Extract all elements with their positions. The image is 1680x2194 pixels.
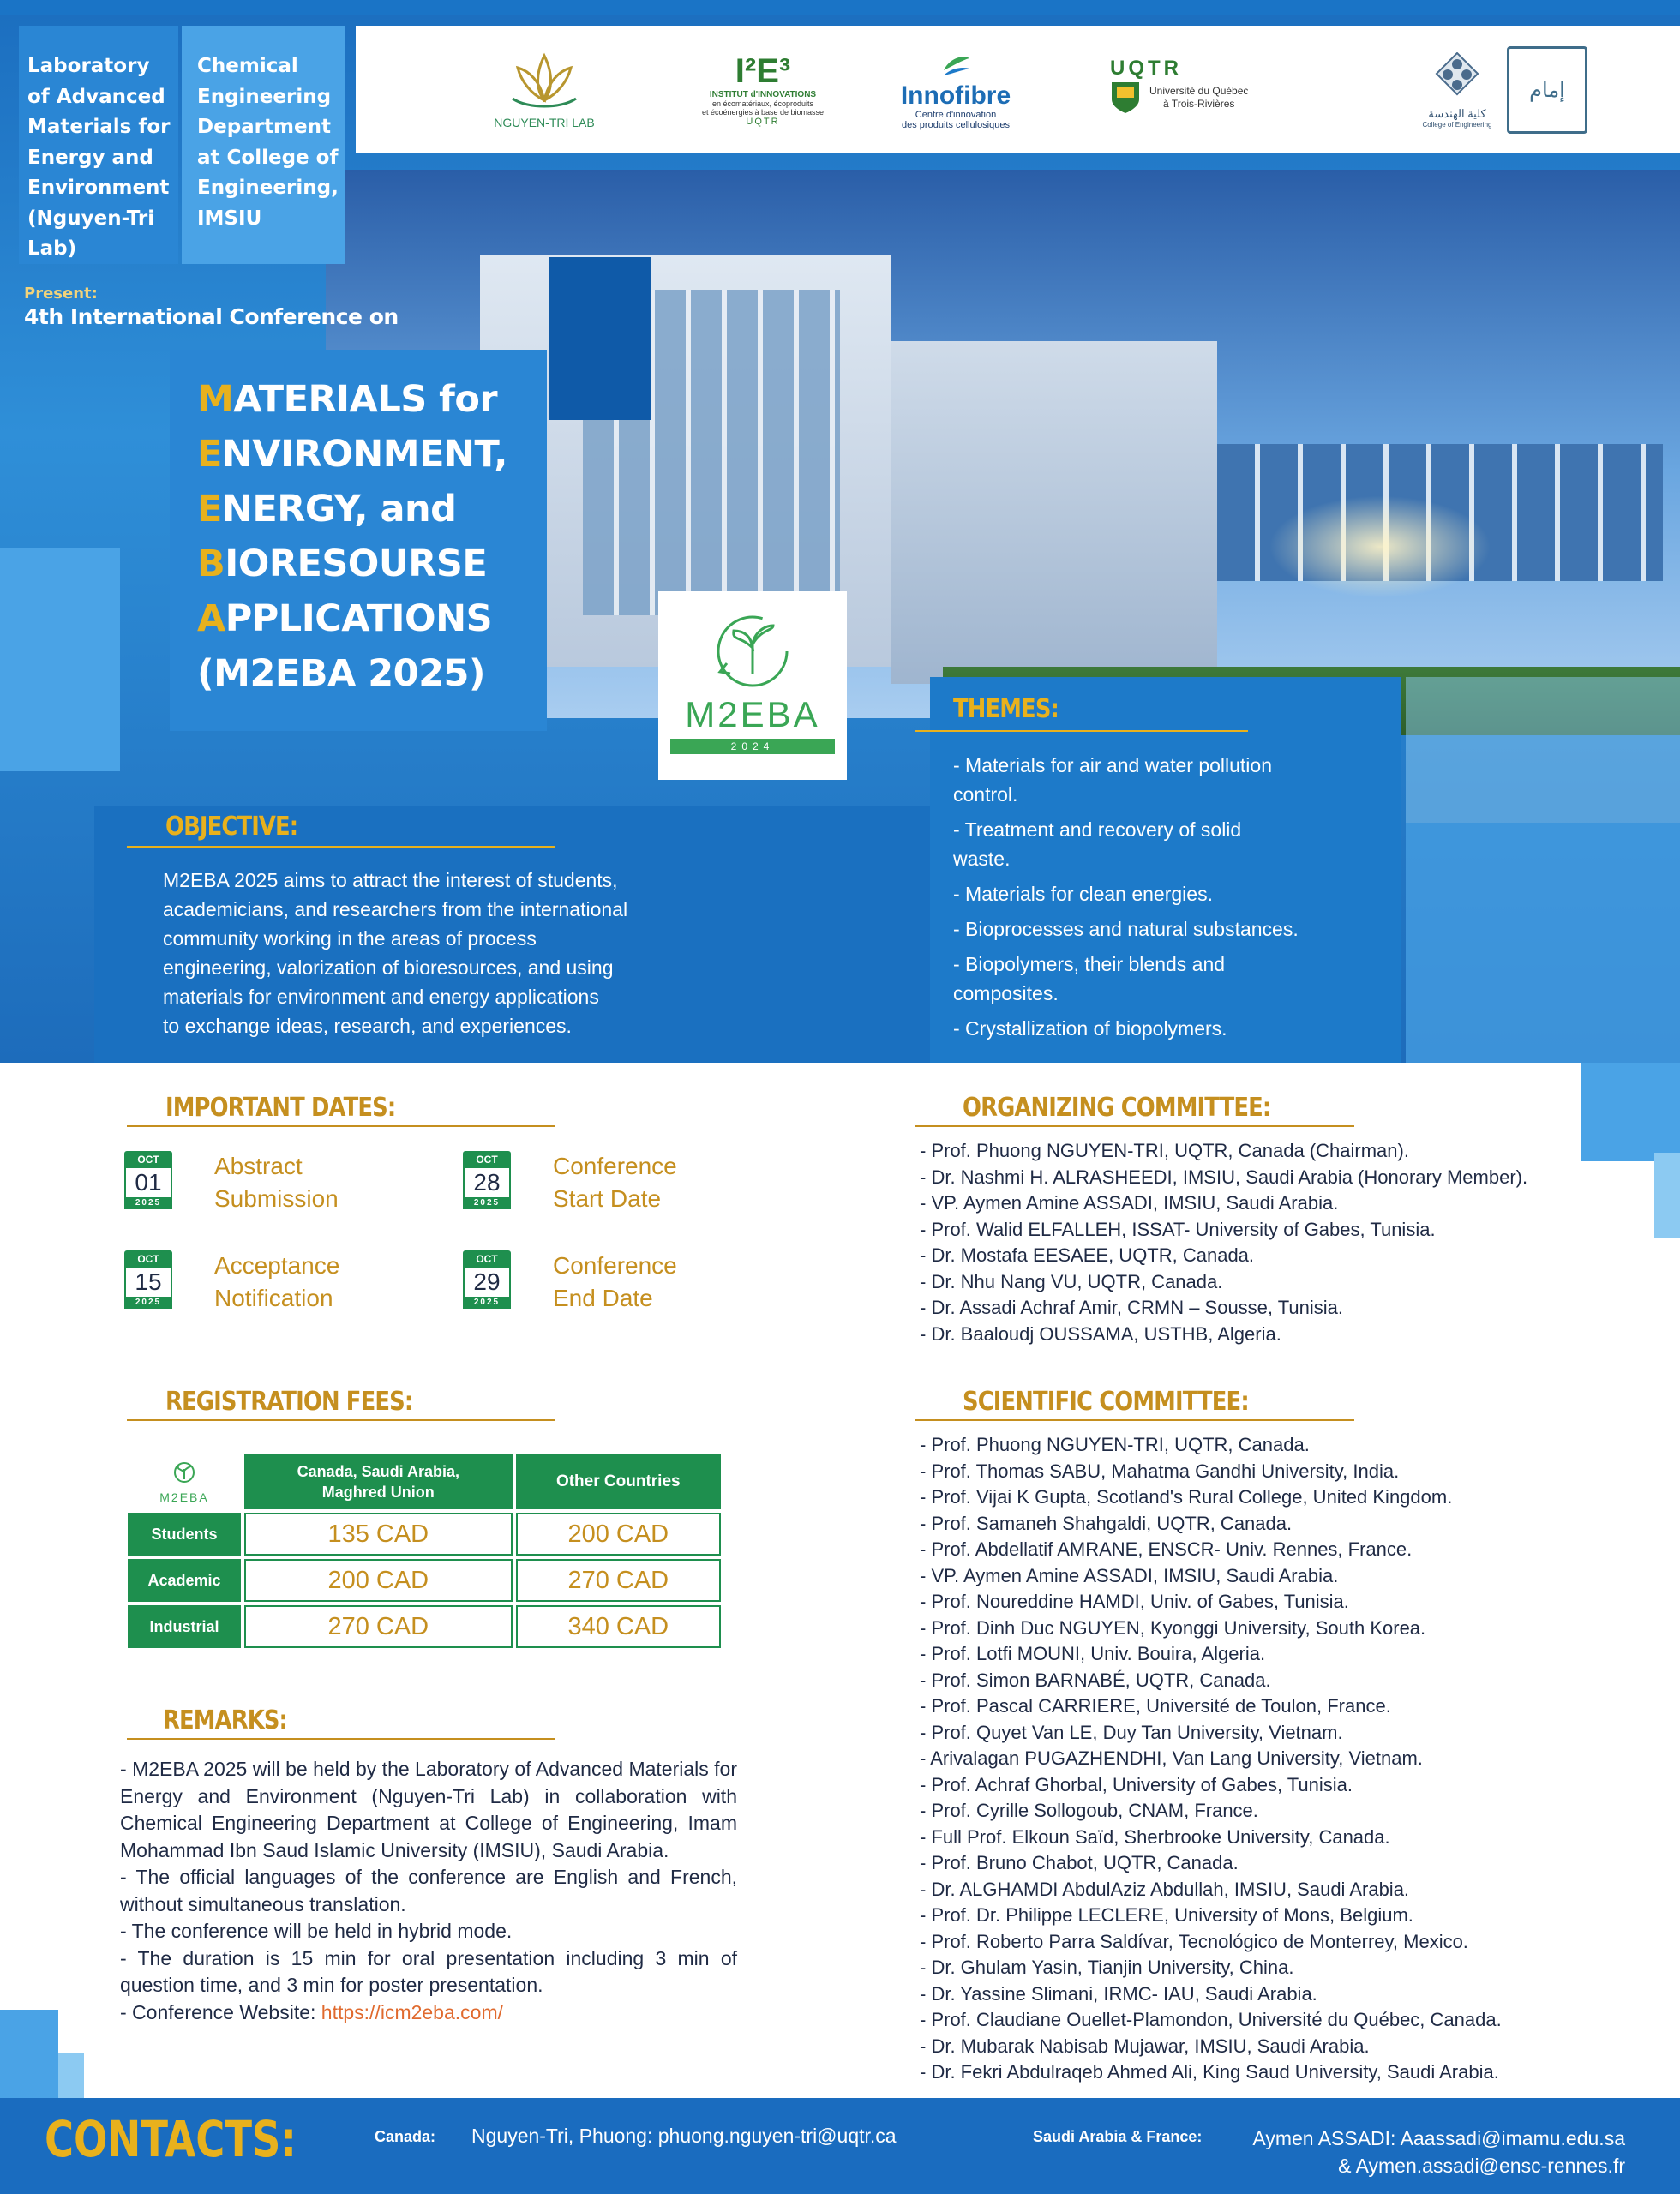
- calendar-icon: OCT 01 2025: [124, 1151, 172, 1209]
- innofibre-logo: Innofibre Centre d'innovation des produits cellulosiques: [870, 34, 1041, 144]
- i2e3-logo: I²E³ INSTITUT d'INNOVATIONS en écomatériaux, écoproduits et écoénergies à base de biomasse UQTR: [701, 51, 825, 127]
- themes-rule: [915, 730, 1248, 732]
- contact-saudi-label: Saudi Arabia & France:: [1033, 2128, 1203, 2145]
- theme-item: - Treatment and recovery of solid waste.: [953, 818, 1242, 870]
- contact-canada-label: Canada:: [375, 2128, 436, 2145]
- deco-tile: [0, 2010, 58, 2099]
- gear-circles-icon: [1427, 52, 1487, 107]
- leaf-swirl-icon: [939, 48, 973, 82]
- committee-member: - Prof. Samaneh Shahgaldi, UQTR, Canada.: [920, 1512, 1293, 1534]
- fees-table-wrap: [124, 1451, 724, 1651]
- committee-member: - VP. Aymen Amine ASSADI, IMSIU, Saudi Arabia.: [920, 1564, 1339, 1586]
- theme-item: - Materials for air and water pollution control.: [953, 754, 1272, 806]
- committee-member: - Prof. Pascal CARRIERE, Université de Toulon, France.: [920, 1695, 1391, 1717]
- fees-row-label: Students: [128, 1513, 241, 1556]
- committee-member: - Dr. Nashmi H. ALRASHEEDI, IMSIU, Saudi Arabia (Honorary Member).: [920, 1166, 1528, 1188]
- uqtr-shield-icon: [1110, 81, 1141, 115]
- fees-rule: [127, 1419, 555, 1421]
- committee-member: - Prof. Roberto Parra Saldívar, Tecnológico de Monterrey, Mexico.: [920, 1930, 1468, 1952]
- remarks-text: - M2EBA 2025 will be held by the Laboratory of Advanced Materials for Energy and Environment (Nguyen-Tri Lab) in collaboration with Chemical Engineering Department at College of Engineering, Imam Mohammad Ibn Saud Islamic University (IMSIU), Saudi Arabia. - The official languages of the conference are English and French, without simultaneous translation. - The conference will be held in hybrid mode. - The duration is 15 min for oral presentation including 3 min of question time, and 3 min for poster presentation. - Conference Website: https://icm2eba.com/: [120, 1758, 737, 2023]
- committee-member: - Prof. Phuong NGUYEN-TRI, UQTR, Canada (Chairman).: [920, 1140, 1409, 1161]
- contact-canada-value[interactable]: Nguyen-Tri, Phuong: phuong.nguyen-tri@uqtr.ca: [471, 2125, 897, 2147]
- lab-name-block: [19, 26, 178, 264]
- conference-website-link[interactable]: https://icm2eba.com/: [321, 2000, 503, 2023]
- date-label: Conference End Date: [553, 1252, 677, 1311]
- lab-name: Laboratory of Advanced Materials for Energy and Environment (Nguyen-Tri Lab): [27, 55, 171, 260]
- committee-member: - Dr. Baaloudj OUSSAMA, USTHB, Algeria.: [920, 1322, 1281, 1345]
- fees-value: 200 CAD: [244, 1559, 513, 1602]
- building-photo-side: [891, 341, 1217, 684]
- title-line: MATERIALS for: [197, 378, 498, 421]
- committee-member: - Prof. Phuong NGUYEN-TRI, UQTR, Canada.: [920, 1434, 1310, 1455]
- uqtr-logo: UQTR Université du Québec à Trois-Rivières: [1110, 43, 1307, 129]
- college-of-engineering-logo: كلية الهندسة College of Engineering: [1406, 43, 1509, 137]
- nguyen-tri-lab-logo: NGUYEN-TRI LAB: [484, 33, 604, 144]
- scientific-list: [920, 1432, 1502, 2086]
- committee-member: - Prof. Vijai K Gupta, Scotland's Rural College, United Kingdom.: [920, 1486, 1453, 1508]
- contact-saudi-email-2[interactable]: & Aymen.assadi@ensc-rennes.fr: [1338, 2155, 1625, 2177]
- deco-tile: [58, 2053, 84, 2099]
- theme-item: - Crystallization of biopolymers.: [953, 1017, 1227, 1040]
- department-name-block: [182, 26, 345, 264]
- theme-item: - Materials for clean energies.: [953, 883, 1213, 905]
- committee-member: - Dr. ALGHAMDI AbdulAziz Abdullah, IMSIU, Saudi Arabia.: [920, 1878, 1410, 1900]
- deco-tile: [1654, 1153, 1680, 1238]
- themes-list: [953, 751, 1399, 1043]
- deco-tile: [1581, 1063, 1680, 1161]
- remarks-heading: REMARKS:: [163, 1705, 288, 1735]
- scientific-rule: [915, 1419, 1354, 1421]
- committee-member: - Prof. Cyrille Sollogoub, CNAM, France.: [920, 1800, 1258, 1821]
- committee-member: - Prof. Simon BARNABÉ, UQTR, Canada.: [920, 1669, 1271, 1691]
- committee-member: - Dr. Mostafa EESAEE, UQTR, Canada.: [920, 1244, 1255, 1266]
- fees-value: 135 CAD: [244, 1513, 513, 1556]
- fees-logo-cell: M2EBA: [128, 1454, 241, 1509]
- top-accent-bar: [0, 0, 1680, 15]
- objective-rule: [127, 846, 555, 848]
- conference-title: [170, 350, 547, 701]
- theme-item: - Bioprocesses and natural substances.: [953, 918, 1299, 940]
- organizing-rule: [915, 1125, 1354, 1127]
- committee-member: - Prof. Achraf Ghorbal, University of Gabes, Tunisia.: [920, 1773, 1353, 1795]
- committee-member: - Dr. Ghulam Yasin, Tianjin University, China.: [920, 1957, 1294, 1978]
- title-line: BIORESOURSE: [197, 543, 488, 585]
- lotus-icon: [506, 47, 583, 116]
- remarks-rule: [127, 1738, 555, 1740]
- fees-value: 340 CAD: [516, 1605, 721, 1648]
- i2e3-mark: I²E³: [735, 51, 791, 90]
- date-label: Acceptance Notification: [214, 1252, 340, 1311]
- conference-intro: 4th International Conference on: [24, 304, 399, 329]
- lights-glow: [1269, 495, 1491, 598]
- contact-saudi-email-1[interactable]: Aymen ASSADI: Aaassadi@imamu.edu.sa: [1252, 2127, 1625, 2149]
- organizing-list: [920, 1138, 1527, 1347]
- fees-col-header: Canada, Saudi Arabia, Maghred Union: [244, 1454, 513, 1509]
- department-name: Chemical Engineering Department at College of Engineering, IMSIU: [197, 55, 339, 230]
- calendar-icon: OCT 28 2025: [463, 1151, 511, 1209]
- deco-tile: [549, 257, 651, 420]
- contacts-heading: CONTACTS:: [45, 2110, 297, 2168]
- m2eba-badge: M2EBA 2024: [658, 591, 847, 780]
- important-dates-heading: IMPORTANT DATES:: [165, 1093, 396, 1123]
- committee-member: - Prof. Dinh Duc NGUYEN, Kyonggi University, South Korea.: [920, 1616, 1426, 1639]
- committee-member: - Prof. Bruno Chabot, UQTR, Canada.: [920, 1852, 1239, 1873]
- committee-member: - Arivalagan PUGAZHENDHI, Van Lang University, Vietnam.: [920, 1747, 1423, 1769]
- committee-member: - VP. Aymen Amine ASSADI, IMSIU, Saudi Arabia.: [920, 1192, 1339, 1214]
- committee-member: - Prof. Thomas SABU, Mahatma Gandhi University, India.: [920, 1460, 1400, 1482]
- themes-heading: THEMES:: [953, 694, 1059, 724]
- m2eba-small-icon: [169, 1460, 200, 1486]
- committee-member: - Prof. Quyet Van LE, Duy Tan University, Vietnam.: [920, 1721, 1343, 1743]
- fees-value: 270 CAD: [244, 1605, 513, 1648]
- committee-member: - Prof. Claudiane Ouellet-Plamondon, Université du Québec, Canada.: [920, 2009, 1502, 2030]
- organizing-committee-heading: ORGANIZING COMMITTEE:: [963, 1093, 1271, 1123]
- committee-member: - Dr. Mubarak Nabisab Mujawar, IMSIU, Saudi Arabia.: [920, 2035, 1370, 2057]
- calendar-icon: OCT 15 2025: [124, 1250, 172, 1309]
- committee-member: - Full Prof. Elkoun Saïd, Sherbrooke University, Canada.: [920, 1825, 1390, 1848]
- deco-tile: [0, 548, 120, 771]
- title-line: APPLICATIONS: [197, 597, 493, 640]
- fees-table: [124, 1451, 724, 1651]
- dates-rule: [127, 1125, 555, 1127]
- fees-row-label: Academic: [128, 1559, 241, 1602]
- imsiu-logo: إمام: [1500, 43, 1594, 137]
- calendar-icon: OCT 29 2025: [463, 1250, 511, 1309]
- fees-row-label: Industrial: [128, 1605, 241, 1648]
- committee-member: - Prof. Abdellatif AMRANE, ENSCR- Univ. Rennes, France.: [920, 1538, 1413, 1560]
- committee-member: - Dr. Nhu Nang VU, UQTR, Canada.: [920, 1270, 1223, 1292]
- committee-member: - Dr. Yassine Slimani, IRMC- IAU, Saudi Arabia.: [920, 1982, 1317, 2005]
- registration-fees-heading: REGISTRATION FEES:: [165, 1387, 413, 1417]
- scientific-committee-heading: SCIENTIFIC COMMITTEE:: [963, 1387, 1249, 1417]
- deco-tile: [1406, 823, 1680, 1063]
- date-label: Abstract Submission: [214, 1153, 339, 1212]
- objective-heading: OBJECTIVE:: [165, 812, 298, 842]
- committee-member: - Dr. Fekri Abdulraqeb Ahmed Ali, King Saud University, Saudi Arabia.: [920, 2061, 1499, 2083]
- title-line: ENVIRONMENT,: [197, 433, 507, 476]
- date-label: Conference Start Date: [553, 1153, 677, 1212]
- committee-member: - Prof. Noureddine HAMDI, Univ. of Gabes, Tunisia.: [920, 1591, 1349, 1612]
- fees-value: 200 CAD: [516, 1513, 721, 1556]
- title-block: [170, 350, 547, 731]
- committee-member: - Prof. Walid ELFALLEH, ISSAT- University of Gabes, Tunisia.: [920, 1218, 1436, 1240]
- committee-member: - Dr. Assadi Achraf Amir, CRMN – Sousse, Tunisia.: [920, 1297, 1343, 1318]
- fees-value: 270 CAD: [516, 1559, 721, 1602]
- title-acronym: (M2EBA 2025): [197, 652, 486, 695]
- theme-item: - Biopolymers, their blends and composites.: [953, 953, 1226, 1004]
- contact-saudi-value: [1252, 2125, 1625, 2179]
- objective-text: M2EBA 2025 aims to attract the interest of students, academicians, and researchers from the international community working in the areas of process engineering, valorization of bioresources, and using materials for environment and energy applications to exchange ideas, research, and experiences.: [163, 869, 628, 1037]
- present-label: Present:: [24, 285, 98, 303]
- committee-member: - Prof. Dr. Philippe LECLERE, University of Mons, Belgium.: [920, 1904, 1413, 1926]
- partner-logos-band: [356, 26, 1680, 153]
- title-line: ENERGY, and: [197, 488, 457, 531]
- fees-col-header: Other Countries: [516, 1454, 721, 1509]
- deco-tile: [1406, 677, 1680, 823]
- committee-member: - Prof. Lotfi MOUNI, Univ. Bouira, Algeria.: [920, 1643, 1266, 1664]
